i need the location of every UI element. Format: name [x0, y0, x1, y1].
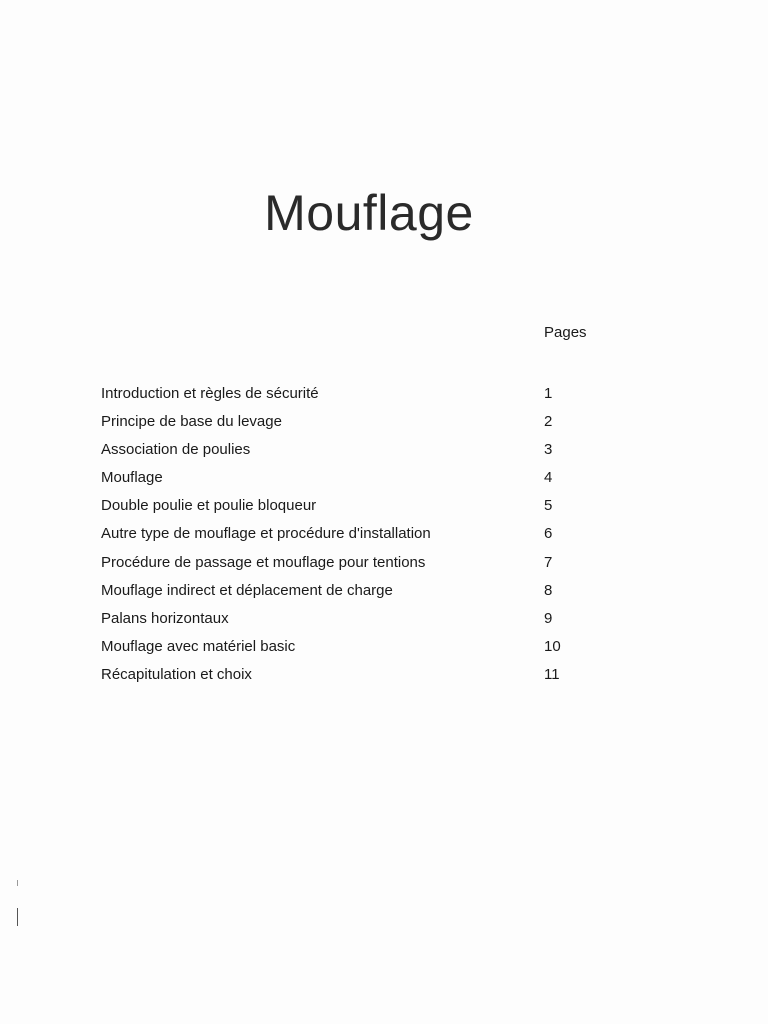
toc-entry: [101, 496, 581, 524]
toc-entry-page: 2: [544, 413, 553, 431]
toc-entry-page: 10: [544, 637, 561, 655]
toc-entry-label: Introduction et règles de sécurité: [101, 385, 319, 402]
toc-entry-page: 9: [544, 609, 553, 627]
toc-entry: [101, 581, 581, 609]
toc-entry: [101, 412, 581, 440]
toc-entry-label: Récapitulation et choix: [101, 665, 252, 683]
toc-entry-label: Principe de base du levage: [101, 413, 282, 431]
toc-entry: [101, 384, 581, 412]
toc-entry-label: Autre type de mouflage et procédure d'installation: [101, 525, 431, 543]
page-title: Mouflage: [264, 185, 474, 241]
toc-entry-label: Mouflage avec matériel basic: [101, 637, 296, 655]
toc-entry-label: Mouflage: [101, 469, 163, 487]
toc-entry: [101, 524, 581, 552]
toc-entry-label: Association de poulies: [101, 441, 251, 459]
scan-artifact: [17, 908, 18, 926]
toc-entry-page: 3: [544, 441, 553, 459]
toc-entry: [101, 553, 581, 581]
toc-entry-label: Palans horizontaux: [101, 609, 229, 627]
toc-entry: [101, 440, 581, 468]
toc-entry: [101, 637, 581, 665]
toc-entry-label: Double poulie et poulie bloqueur: [101, 497, 317, 515]
toc-entry: [101, 609, 581, 637]
scan-artifact: [17, 880, 18, 886]
toc-entry-page: 6: [544, 525, 553, 543]
table-of-contents: [101, 384, 581, 693]
toc-entry-page: 1: [544, 385, 553, 402]
toc-entry-page: 4: [544, 469, 553, 487]
toc-entry: [101, 665, 581, 693]
toc-entry: [101, 468, 581, 496]
toc-entry-page: 11: [544, 665, 560, 683]
toc-entry-page: 5: [544, 497, 553, 515]
toc-entry-page: 7: [544, 553, 553, 571]
toc-entry-page: 8: [544, 581, 553, 599]
toc-entry-label: Mouflage indirect et déplacement de charge: [101, 581, 393, 599]
pages-column-header: Pages: [544, 324, 587, 341]
toc-entry-label: Procédure de passage et mouflage pour tentions: [101, 553, 426, 571]
